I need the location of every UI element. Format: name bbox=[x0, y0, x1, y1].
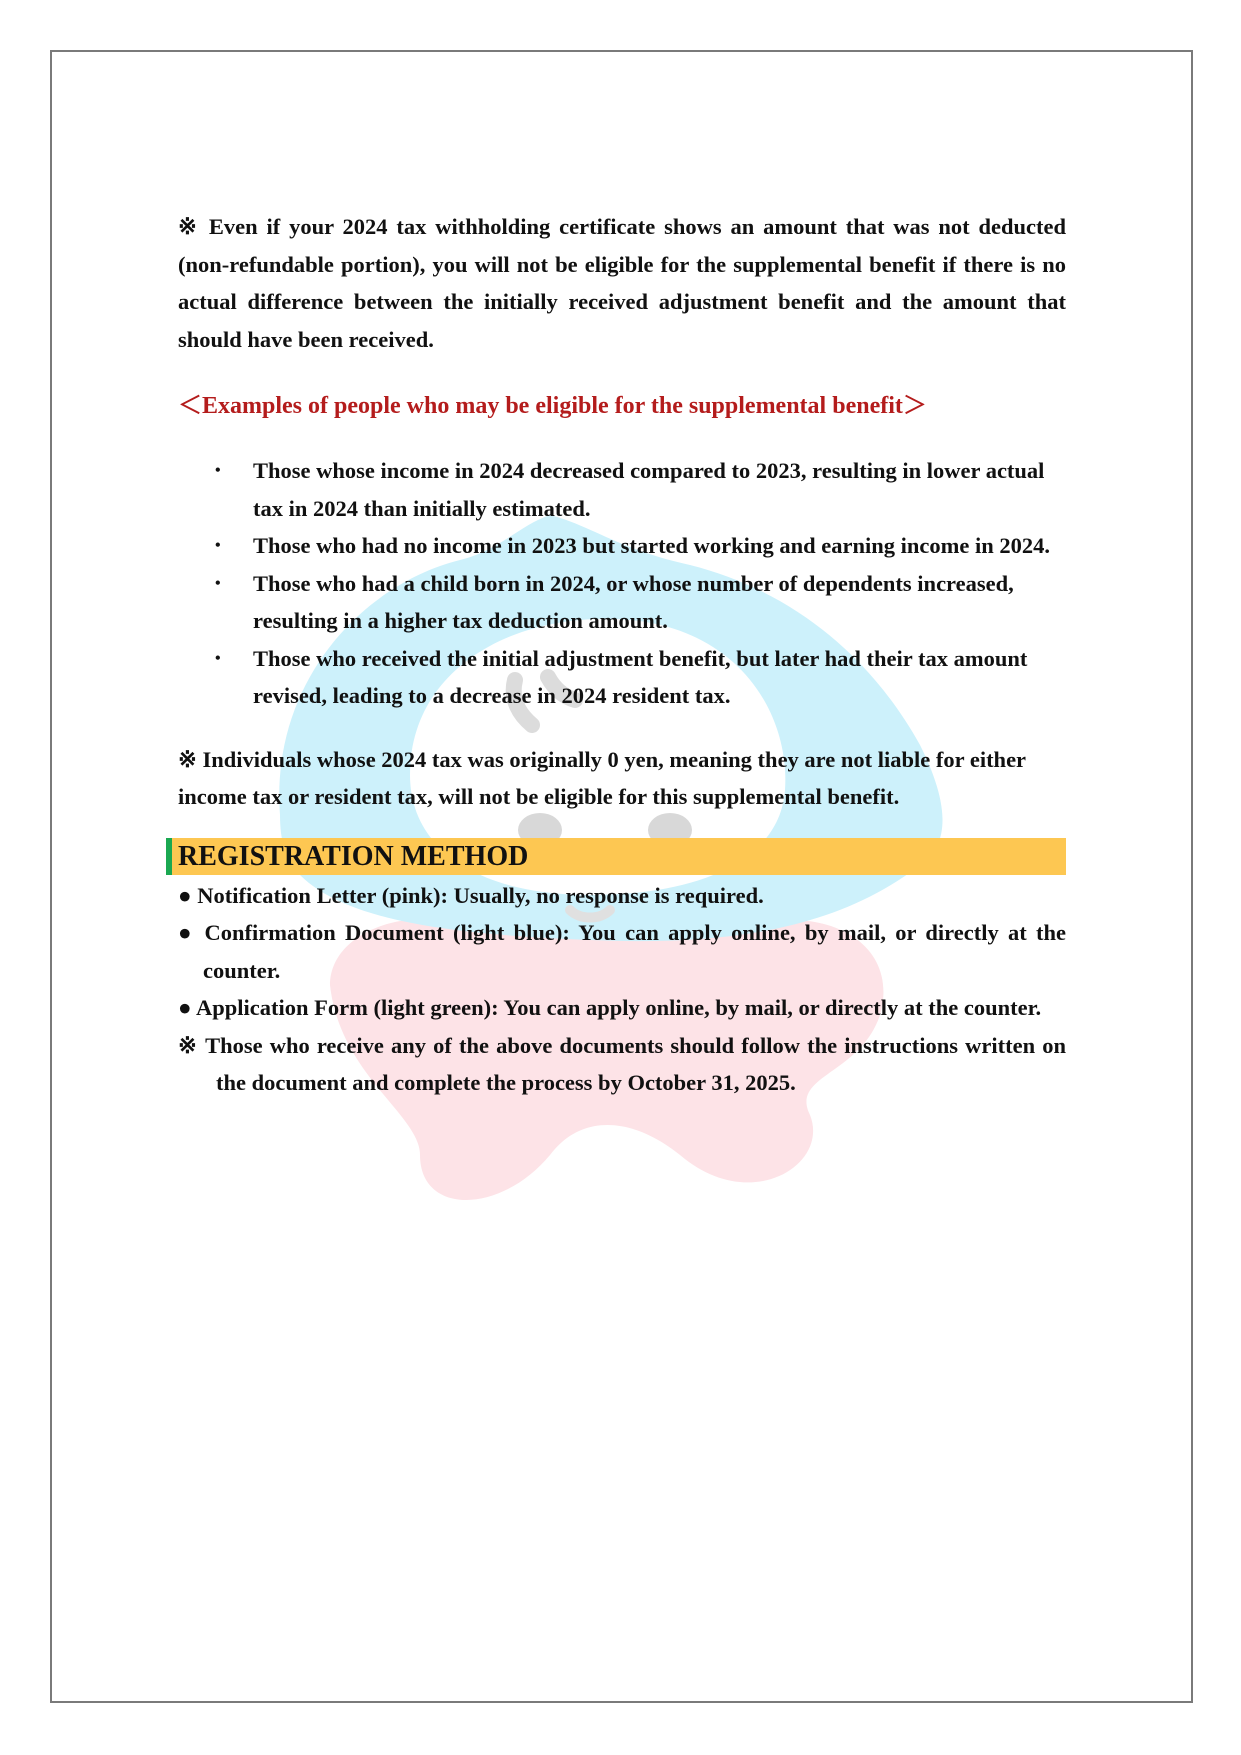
bullet-icon: • bbox=[215, 462, 221, 479]
list-item bbox=[178, 527, 1066, 565]
registration-item-confirmation-document: ● Confirmation Document (light blue): You can apply online, by mail, or directly at the counter. bbox=[178, 920, 1066, 983]
list-item bbox=[178, 565, 1066, 640]
list-item bbox=[178, 452, 1066, 527]
withholding-certificate-note: ※ Even if your 2024 tax withholding certificate shows an amount that was not deducted (non-refundable portion), you will not be eligible for the supplemental benefit if there is no actual difference between the initially received adjustment benefit and the amount that should have been received. bbox=[178, 214, 1066, 352]
zero-tax-note: ※ Individuals whose 2024 tax was originally 0 yen, meaning they are not liable for either income tax or resident tax, will not be eligible for this supplemental benefit. bbox=[178, 746, 1026, 809]
bullet-icon: • bbox=[215, 537, 221, 554]
registration-method-list bbox=[178, 877, 1066, 1102]
example-text: Those who had no income in 2023 but started working and earning income in 2024. bbox=[253, 533, 1050, 558]
registration-item-notification-letter: ● Notification Letter (pink): Usually, no response is required. bbox=[178, 882, 764, 908]
bullet-icon: • bbox=[215, 649, 221, 667]
list-item bbox=[178, 640, 1066, 715]
example-text: Those who received the initial adjustment benefit, but later had their tax amount revised, leading to a decrease in 2024 resident tax. bbox=[253, 645, 1028, 708]
examples-heading: ＜Examples of people who may be eligible for the supplemental benefit＞ bbox=[178, 393, 927, 419]
examples-list bbox=[178, 452, 1066, 715]
registration-deadline-note: ※ Those who receive any of the above documents should follow the instructions written on the document and complete the process by October 31, 2025. bbox=[178, 1032, 1066, 1095]
document-content bbox=[178, 208, 1066, 1102]
registration-method-heading: REGISTRATION METHOD bbox=[166, 838, 1066, 875]
bullet-icon: • bbox=[215, 574, 221, 592]
example-text: Those who had a child born in 2024, or whose number of dependents increased, resulting in a higher tax deduction amount. bbox=[253, 570, 1014, 633]
registration-item-application-form: ● Application Form (light green): You can apply online, by mail, or directly at the counter. bbox=[178, 995, 1042, 1020]
example-text: Those whose income in 2024 decreased compared to 2023, resulting in lower actual tax in 2024 than initially estimated. bbox=[253, 458, 1045, 521]
